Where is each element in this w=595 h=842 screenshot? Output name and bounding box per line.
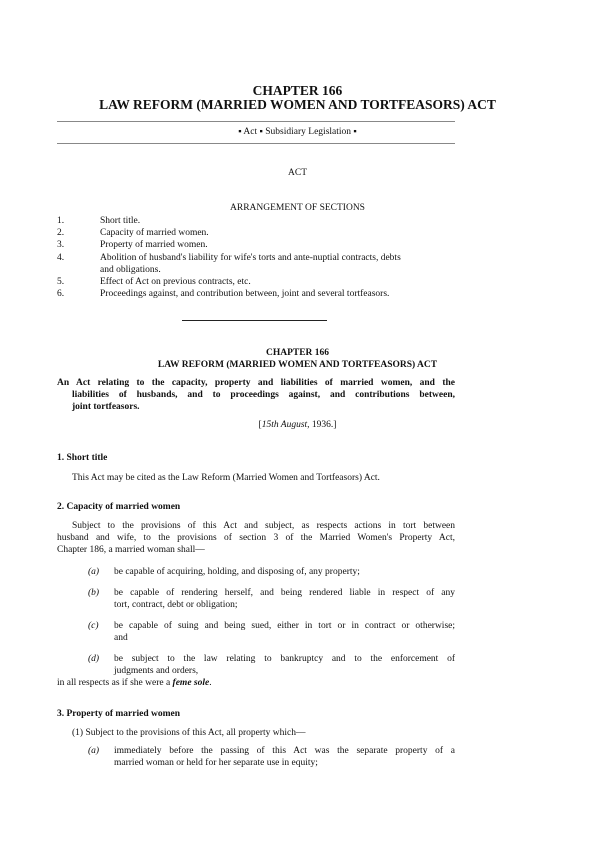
arrangement-item-number: 4.: [57, 252, 65, 263]
paragraph-line: be capable of rendering herself, and being rendered liable in respect of any: [114, 588, 455, 598]
divider-top: [57, 121, 455, 122]
paragraph-line: tort, contract, debt or obligation;: [114, 600, 238, 610]
paragraph-line: be subject to the law relating to bankruptcy and to the enforcement of: [114, 654, 455, 664]
arrangement-item-number: 1.: [57, 216, 65, 226]
body-act-title: LAW REFORM (MARRIED WOMEN AND TORTFEASORS) ACT: [157, 360, 438, 370]
paragraph-label: (a): [88, 567, 100, 577]
chapter-heading: CHAPTER 166: [252, 83, 343, 98]
closing-end: .: [209, 678, 212, 688]
paragraph-item: [88, 620, 455, 644]
paragraph-label: (d): [88, 654, 100, 664]
arrangement-item-label: Proceedings against, and contribution between, joint and several tortfeasors.: [100, 289, 390, 300]
section-2-intro-line: husband and wife, to the provisions of section 3 of the Married Women's Property Act,: [57, 533, 455, 543]
section-1-heading: 1. Short title: [57, 453, 108, 463]
arrangement-item[interactable]: [57, 252, 457, 264]
arrangement-item-number: [57, 264, 100, 276]
section-2-intro-line: Chapter 186, a married woman shall—: [57, 545, 205, 555]
arrangement-item-label: Property of married women.: [100, 240, 208, 251]
paragraph-line: immediately before the passing of this Act was the separate property of a: [114, 746, 455, 756]
section-separator: [182, 320, 327, 321]
paragraph-item: [88, 566, 455, 578]
section-2-intro: [57, 520, 455, 556]
paragraph-label: (c): [88, 621, 99, 631]
arrangement-item-label: Short title.: [100, 216, 141, 226]
arrangement-item-label: Effect of Act on previous contracts, etc.: [100, 276, 251, 287]
section-1-text: This Act may be cited as the Law Reform (Married Women and Tortfeasors) Act.: [72, 473, 380, 483]
arrangement-item[interactable]: [57, 239, 457, 251]
paragraph-line: judgments and orders,: [114, 666, 199, 676]
arrangement-item-label: and obligations.: [100, 264, 161, 275]
date-italic: 15th August: [261, 420, 308, 430]
paragraph-line: and: [114, 633, 128, 643]
section-2-heading: 2. Capacity of married women: [57, 502, 181, 512]
arrangement-item-number: 6.: [57, 289, 65, 300]
paragraph-line: be capable of acquiring, holding, and disposing of, any property;: [114, 567, 360, 577]
section-3-subsection: (1) Subject to the provisions of this Act, all property which—: [72, 728, 306, 738]
commencement-date: [0, 419, 595, 431]
arrangement-item-number: 5.: [57, 276, 65, 287]
closing-italic: feme sole: [172, 678, 210, 688]
date-open-bracket: [: [258, 420, 262, 430]
section-2-intro-line: Subject to the provisions of this Act and subject, as respects actions in tort between: [72, 521, 455, 531]
section-2-closing: [57, 677, 212, 689]
long-title-line: joint tortfeasors.: [72, 402, 140, 412]
divider-nav: [57, 143, 455, 144]
section-3-heading: 3. Property of married women: [57, 709, 181, 719]
body-chapter-heading: CHAPTER 166: [265, 348, 330, 358]
arrangement-item[interactable]: [57, 215, 457, 227]
arrangement-item[interactable]: [57, 288, 457, 300]
paragraph-item: [88, 653, 455, 677]
arrangement-item-continuation: [57, 264, 457, 276]
arrangement-item-label: Capacity of married women.: [100, 228, 209, 239]
arrangement-item-label: Abolition of husband's liability for wife's torts and ante-nuptial contracts, debts: [100, 252, 401, 263]
act-label: ACT: [288, 168, 307, 178]
paragraph-line: be capable of suing and being sued, either in tort or in contract or otherwise;: [114, 621, 455, 631]
long-title: [57, 377, 455, 413]
nav-links[interactable]: ▪ Act ▪ Subsidiary Legislation ▪: [238, 127, 357, 137]
arrangement-heading: ARRANGEMENT OF SECTIONS: [230, 203, 365, 213]
paragraph-label: (a): [88, 746, 100, 756]
long-title-line: liabilities of husbands, and to proceedings against, and contributions between,: [72, 390, 455, 400]
paragraph-line: married woman or held for her separate use in equity;: [114, 758, 318, 768]
paragraph-label: (b): [88, 588, 100, 598]
arrangement-item[interactable]: [57, 276, 457, 288]
long-title-line: An Act relating to the capacity, property and liabilities of married women, and the: [57, 378, 455, 388]
section-3-paragraph: [88, 745, 455, 769]
arrangement-item-number: 3.: [57, 240, 65, 251]
closing-text: in all respects as if she were a: [57, 678, 173, 688]
paragraph-item: [88, 587, 455, 611]
act-title-heading: LAW REFORM (MARRIED WOMEN AND TORTFEASORS) ACT: [99, 97, 496, 112]
section-2-paragraphs: [88, 566, 455, 677]
arrangement-item[interactable]: [57, 227, 457, 239]
date-rest: , 1936.]: [307, 420, 337, 430]
arrangement-item-number: 2.: [57, 228, 65, 239]
arrangement-list: [57, 215, 457, 300]
